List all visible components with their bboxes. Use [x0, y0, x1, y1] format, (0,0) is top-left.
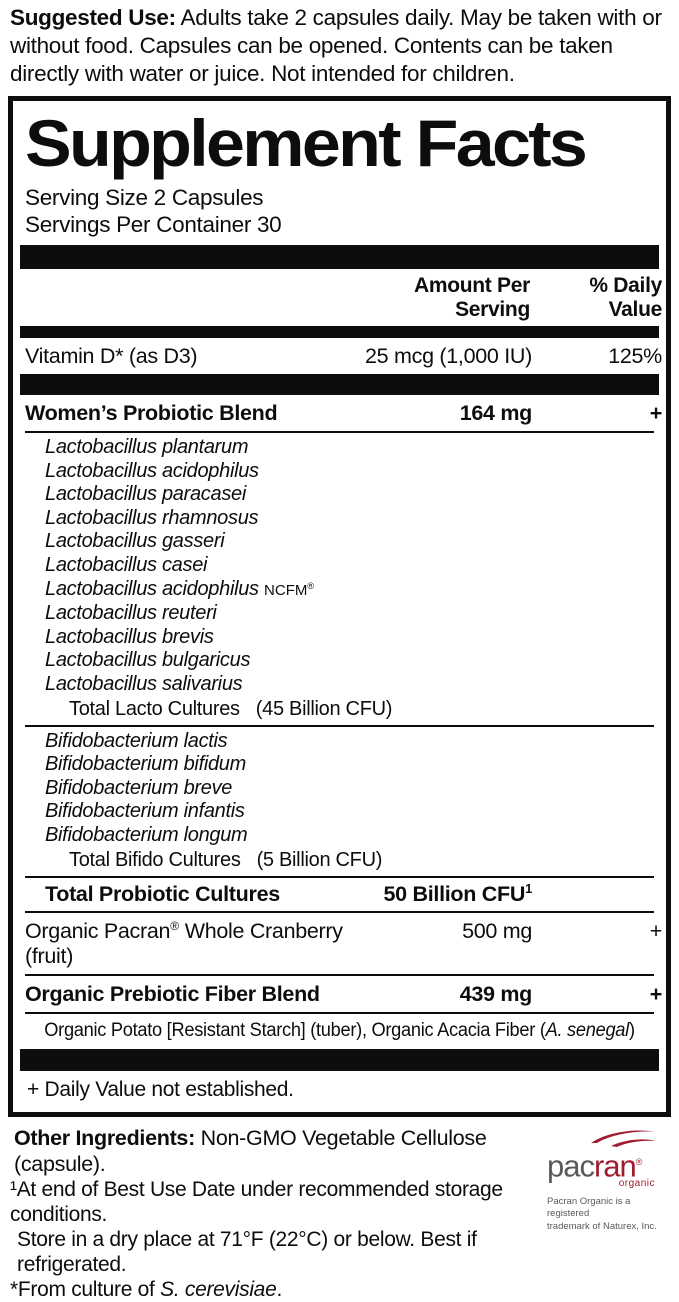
suggested-use-text: Adults take 2 capsules daily. May be taken with or without food. Capsules can be opened. Contents can be taken directly with water or juice. Not intended for children.	[10, 5, 662, 86]
species-item: Bifidobacterium breve	[45, 776, 233, 799]
other-ingredients: Other Ingredients: Non-GMO Vegetable Cellulose (capsule).	[14, 1125, 487, 1176]
nutrient-name: Vitamin D* (as D3)	[25, 344, 198, 368]
nutrient-amount: 439 mg	[459, 981, 532, 1006]
total-bifido-amount: (5 Billion CFU)	[256, 848, 383, 871]
total-lacto-amount: (45 Billion CFU)	[255, 697, 393, 720]
serving-info	[25, 185, 654, 238]
supplement-facts-panel	[8, 96, 671, 1117]
probiotic-blend-row	[25, 395, 662, 431]
registered-mark: ®	[635, 1156, 642, 1167]
divider-bar-thick	[20, 374, 659, 395]
nutrient-amount: 500 mg	[462, 918, 532, 943]
species-item: Lactobacillus acidophilus	[45, 459, 259, 482]
nutrient-amount: 25 mcg (1,000 IU)	[365, 344, 532, 368]
servings-per-container: Servings Per Container 30	[25, 211, 282, 237]
label-footer	[0, 1117, 679, 1302]
nutrient-amount: 50 Billion CFU$^1$	[383, 880, 532, 906]
column-headers	[25, 269, 662, 326]
culture-note: *From culture of S. cerevisiae.	[10, 1277, 282, 1301]
registered-mark: ®	[170, 918, 180, 933]
daily-value-footnote: + Daily Value not established.	[27, 1077, 294, 1101]
suggested-use-label: Suggested Use:	[10, 5, 176, 30]
prebiotic-blend-row	[25, 976, 662, 1012]
nutrient-name: Organic Pacran® Whole Cranberry (fruit)	[25, 918, 343, 968]
species-item: Lactobacillus gasseri	[45, 530, 225, 553]
species-item: Bifidobacterium longum	[45, 823, 248, 846]
vitamin-d-row	[25, 338, 662, 374]
species-item: Lactobacillus bulgaricus	[45, 649, 251, 672]
species-item: Lactobacillus salivarius	[45, 672, 243, 695]
species-item: Lactobacillus reuteri	[45, 602, 217, 625]
storage-note: ¹At end of Best Use Date under recommended storage conditions. Store in a dry place at 71°F (22°C) or below. Best if refrigerated.	[10, 1177, 503, 1276]
divider-bar-mid	[20, 326, 659, 338]
total-bifido-cultures: Total Bifido Cultures (5 Billion CFU)	[69, 848, 383, 871]
nutrient-name: Total Probiotic Cultures	[45, 881, 280, 906]
pacran-logo	[547, 1125, 673, 1302]
nutrient-dv: +	[649, 981, 662, 1006]
daily-value-header: % Daily Value	[589, 274, 662, 321]
nutrient-amount: 164 mg	[459, 401, 532, 425]
trademark-note: Pacran Organic is a registered trademark of Naturex, Inc.	[547, 1195, 657, 1232]
strain-label: NCFM®	[264, 580, 314, 599]
species-name: S. cerevisiae	[160, 1277, 277, 1301]
suggested-use	[0, 0, 679, 94]
species-item: Lactobacillus brevis	[45, 625, 214, 648]
serving-size: Serving Size 2 Capsules	[25, 185, 264, 210]
bifido-species-list	[25, 727, 654, 876]
nutrient-dv: +	[649, 401, 662, 425]
footer-text	[10, 1125, 547, 1302]
divider-bar-thick	[20, 1049, 659, 1071]
species-item: Lactobacillus casei	[45, 553, 208, 576]
divider-bar-thick	[20, 245, 659, 269]
pacran-wordmark: pacran®	[547, 1147, 642, 1183]
species-item: Lactobacillus plantarum	[45, 436, 249, 458]
panel-title: Supplement Facts	[25, 106, 586, 180]
lacto-species-list	[25, 433, 654, 725]
amount-per-serving-header: Amount Per Serving	[413, 274, 530, 321]
species-item: Bifidobacterium infantis	[45, 800, 245, 823]
nutrient-dv: +	[649, 918, 662, 943]
nutrient-name: Organic Prebiotic Fiber Blend	[25, 981, 320, 1006]
total-probiotic-row	[25, 878, 654, 911]
species-item: Bifidobacterium bifidum	[45, 753, 246, 776]
fiber-blend-ingredients: Organic Potato [Resistant Starch] (tuber), Organic Acacia Fiber (A. senegal)	[44, 1019, 635, 1041]
other-ingredients-label: Other Ingredients:	[14, 1125, 195, 1150]
footnote-marker: 1	[525, 880, 532, 896]
registered-mark: ®	[307, 580, 314, 591]
total-lacto-cultures: Total Lacto Cultures (45 Billion CFU)	[69, 697, 393, 720]
cranberry-row	[25, 913, 662, 974]
pacran-swoosh-icon	[589, 1127, 661, 1149]
species-item: Lactobacillus rhamnosus	[45, 506, 259, 529]
species-item: Lactobacillus paracasei	[45, 483, 247, 506]
species-name: A. senegal	[545, 1019, 629, 1041]
species-item-ncfm: Lactobacillus acidophilus NCFM®	[45, 577, 314, 600]
pacran-organic-label: organic	[618, 1177, 655, 1189]
species-item: Bifidobacterium lactis	[45, 729, 228, 752]
nutrient-dv: 125%	[608, 344, 662, 368]
nutrient-name: Women’s Probiotic Blend	[25, 401, 278, 425]
